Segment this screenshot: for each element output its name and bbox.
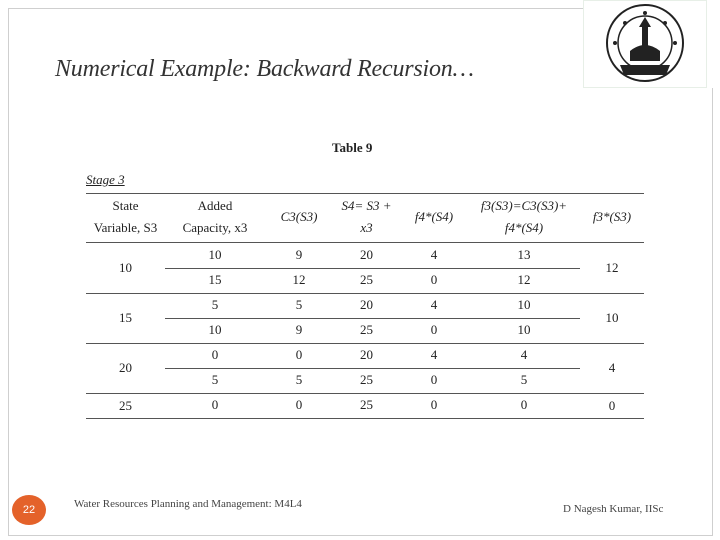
column-header: f4*(S4): [504, 220, 544, 235]
table-cell: 0: [295, 347, 303, 362]
table-rule-group: [86, 343, 644, 344]
column-header: f3*(S3): [592, 209, 632, 224]
table-cell: 4: [430, 347, 438, 362]
table-cell: 12: [292, 272, 306, 287]
column-header: Added: [197, 198, 233, 213]
table-cell: 10: [208, 322, 222, 337]
column-header: f4*(S4): [414, 209, 454, 224]
state-cell: 15: [119, 310, 132, 325]
table-cell: 25: [360, 272, 373, 287]
table-cell: 20: [360, 247, 373, 262]
table-cell: 9: [295, 322, 303, 337]
table-rule-bottom: [86, 418, 644, 419]
table-cell: 5: [295, 297, 303, 312]
table-rule-inner: [165, 368, 580, 369]
state-cell: 20: [119, 360, 132, 375]
table-cell: 5: [211, 372, 219, 387]
table-caption: Table 9: [332, 140, 373, 155]
table-cell: 4: [430, 297, 438, 312]
table-cell: 4: [520, 347, 528, 362]
table-cell: 4: [430, 247, 438, 262]
optimal-value-cell: 4: [608, 360, 616, 375]
table-cell: 0: [295, 397, 303, 412]
institute-seal-icon: [598, 3, 692, 87]
institute-logo: [583, 0, 707, 88]
slide-frame-bottom: [8, 535, 712, 536]
column-header: S4= S3 +: [341, 198, 392, 213]
optimal-value-cell: 0: [608, 397, 616, 413]
slide-frame-top: [8, 8, 583, 9]
table-cell: 20: [360, 347, 373, 362]
table-cell: 0: [430, 397, 438, 412]
slide-frame-right: [712, 88, 713, 536]
table-cell: 0: [430, 372, 438, 387]
table-cell: 5: [520, 372, 528, 387]
table-cell: 0: [520, 397, 528, 412]
table-cell: 25: [360, 397, 373, 412]
footer-author: D Nagesh Kumar, IISc: [563, 503, 664, 515]
optimal-value-cell: 12: [605, 260, 619, 275]
slide-title: Numerical Example: Backward Recursion…: [55, 56, 474, 82]
state-cell: 25: [119, 397, 132, 413]
column-header: x3: [360, 220, 373, 235]
table-cell: 25: [360, 322, 373, 337]
table-cell: 12: [517, 272, 531, 287]
table-rule-group: [86, 293, 644, 294]
stage-label: Stage 3: [86, 172, 125, 187]
slide-frame-left: [8, 8, 9, 536]
table-cell: 9: [295, 247, 303, 262]
table-cell: 0: [430, 322, 438, 337]
table-cell: 10: [208, 247, 222, 262]
table-cell: 25: [360, 372, 373, 387]
table-cell: 0: [211, 397, 219, 412]
page-number-badge: 22: [12, 495, 46, 525]
table-cell: 0: [430, 272, 438, 287]
table-cell: 20: [360, 297, 373, 312]
column-header: State: [112, 198, 139, 213]
table-rule-header: [86, 242, 644, 243]
column-header: Variable, S3: [93, 220, 158, 235]
table-cell: 10: [517, 297, 531, 312]
table-cell: 15: [208, 272, 222, 287]
table-rule-inner: [165, 318, 580, 319]
table-cell: 5: [295, 372, 303, 387]
column-header: C3(S3): [280, 209, 318, 224]
column-header: Capacity, x3: [182, 220, 248, 235]
table-rule-top: [86, 193, 644, 194]
table-rule-group: [86, 393, 644, 394]
column-header: f3(S3)=C3(S3)+: [480, 198, 568, 213]
table-cell: 10: [517, 322, 531, 337]
table-cell: 5: [211, 297, 219, 312]
table-cell: 0: [211, 347, 219, 362]
table-cell: 13: [517, 247, 531, 262]
footer-course: Water Resources Planning and Management: M4L4: [74, 498, 302, 510]
state-cell: 10: [119, 260, 132, 275]
table-rule-inner: [165, 268, 580, 269]
optimal-value-cell: 10: [605, 310, 619, 325]
